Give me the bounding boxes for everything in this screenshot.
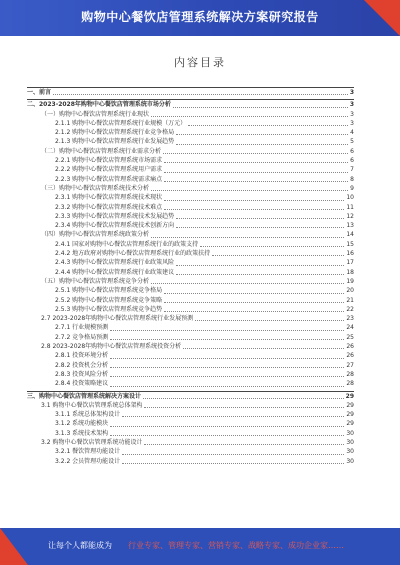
toc-entry[interactable] <box>27 410 354 419</box>
toc-entry[interactable] <box>27 221 354 230</box>
toc-entry-text: 2.3.4 购物中心餐饮店管理系统技术创新方向 <box>55 222 175 230</box>
toc-entry-page: 21 <box>346 296 354 304</box>
toc-leader-dots <box>176 264 344 266</box>
toc-leader-dots <box>176 217 344 219</box>
toc-entry-text: 2.2.1 购物中心餐饮店管理系统市场需求 <box>55 157 163 165</box>
toc-leader-dots <box>163 152 348 154</box>
toc-leader-dots <box>151 236 344 238</box>
toc-entry-page: 16 <box>346 250 354 258</box>
toc-entry[interactable] <box>27 351 354 360</box>
toc-entry[interactable] <box>27 119 354 128</box>
toc-entry[interactable] <box>27 286 354 295</box>
toc-entry[interactable] <box>27 429 354 438</box>
toc-leader-dots <box>110 375 344 377</box>
toc-entry-page: 12 <box>346 212 354 220</box>
toc-entry-page: 13 <box>346 222 354 230</box>
toc-entry[interactable] <box>27 361 354 370</box>
toc-entry[interactable] <box>27 230 354 239</box>
toc-leader-dots <box>164 161 348 163</box>
toc-entry[interactable] <box>27 137 354 146</box>
toc-leader-dots <box>122 453 344 455</box>
toc-entry-text: 3.1.1 系统总体架构设计 <box>55 411 121 419</box>
toc-leader-dots <box>122 462 344 464</box>
toc-entry-text: （二）购物中心餐饮店管理系统行业需求分析 <box>41 147 162 155</box>
toc-entry[interactable] <box>27 128 354 137</box>
toc-entry-page: 18 <box>346 268 354 276</box>
toc-entry-text: （一）购物中心餐饮店管理系统行业现状 <box>41 110 150 118</box>
toc-entry-text: 2.4.3 购物中心餐饮店管理系统行业政策风险 <box>55 259 175 267</box>
toc-leader-dots <box>164 301 344 303</box>
toc-entry-text: 2.3.2 购物中心餐饮店管理系统技术难点 <box>55 203 163 211</box>
toc-entry[interactable] <box>27 203 354 212</box>
toc-entry-page: 17 <box>346 259 354 267</box>
toc-leader-dots <box>151 282 344 284</box>
toc-entry-page: 8 <box>350 175 354 183</box>
toc-entry[interactable] <box>27 99 354 109</box>
toc-entry-text: 3.2 购物中心餐饮店管理系统功能设计 <box>41 438 143 446</box>
footer-tags: 行业专家、管理专家、营销专家、战略专家、成功企业家…… <box>128 541 344 550</box>
toc-entry-text: 2.8.3 投资风险分析 <box>55 370 109 378</box>
toc-leader-dots <box>176 226 344 228</box>
toc-entry-text: 3.1 购物中心餐饮店管理系统总体架构 <box>41 401 143 409</box>
toc-entry-page: 30 <box>346 429 354 437</box>
toc-entry[interactable] <box>27 305 354 314</box>
toc-entry[interactable] <box>27 87 354 97</box>
toc-entry-text: 2.1.1 购物中心餐饮店管理系统行业规模（万元） <box>55 119 187 127</box>
toc-leader-dots <box>110 434 344 436</box>
toc-entry[interactable] <box>27 277 354 286</box>
toc-entry-text: 2.7.2 竞争格局预测 <box>55 333 109 341</box>
toc-entry-text: 2.5.3 购物中心餐饮店管理系统竞争趋势 <box>55 305 163 313</box>
toc-entry-text: 3.2.1 餐饮管理功能设计 <box>55 448 121 456</box>
toc-entry-page: 4 <box>350 129 354 137</box>
toc-leader-dots <box>110 366 344 368</box>
toc-entry[interactable] <box>27 296 354 305</box>
toc-entry-page: 26 <box>346 352 354 360</box>
toc-entry[interactable] <box>27 401 354 410</box>
toc-entry[interactable] <box>27 268 354 277</box>
toc-entry[interactable] <box>27 240 354 249</box>
toc-leader-dots <box>200 245 344 247</box>
toc-entry-text: 2.5.1 购物中心餐饮店管理系统竞争格局 <box>55 287 163 295</box>
toc-entry-page: 3 <box>350 119 354 127</box>
toc-leader-dots <box>164 171 348 173</box>
toc-entry-text: 2.7.1 行业规模预测 <box>55 324 109 332</box>
toc-entry-text: 2.5.2 购物中心餐饮店管理系统竞争策略 <box>55 296 163 304</box>
toc-leader-dots <box>176 133 348 135</box>
toc-entry-text: 3.1.3 系统技术架构 <box>55 429 109 437</box>
toc-entry-text: 2.1.3 购物中心餐饮店管理系统行业发展趋势 <box>55 138 175 146</box>
toc-entry-page: 5 <box>350 138 354 146</box>
toc-entry-page: 30 <box>346 457 354 465</box>
toc-entry-text: 2.8.4 投资策略建议 <box>55 380 109 388</box>
toc-leader-dots <box>151 115 348 117</box>
page-footer <box>0 528 400 565</box>
toc-entry[interactable] <box>27 447 354 456</box>
toc-entry[interactable] <box>27 391 354 401</box>
toc-entry[interactable] <box>27 249 354 258</box>
toc-entry[interactable] <box>27 314 354 323</box>
toc-leader-dots <box>164 208 344 210</box>
toc-leader-dots <box>195 319 344 321</box>
toc-entry-page: 6 <box>350 157 354 165</box>
toc-entry-text: 2.8 2023-2028年购物中心餐饮店管理系统投资分析 <box>41 343 182 351</box>
toc-entry-page: 14 <box>346 231 354 239</box>
toc-entry-page: 3 <box>349 89 354 96</box>
toc-entry[interactable] <box>27 333 354 342</box>
toc-entry[interactable] <box>27 258 354 267</box>
toc-entry-text: 2.4.1 国家对购物中心餐饮店管理系统行业的政策支持 <box>55 240 199 248</box>
toc-entry[interactable] <box>27 184 354 193</box>
toc-entry-text: 2.8.2 投资机会分析 <box>55 361 109 369</box>
toc-entry-text: 三、购物中心餐饮店管理系统解决方案设计 <box>27 392 142 400</box>
toc-leader-dots <box>164 199 344 201</box>
toc-entry-page: 3 <box>350 110 354 118</box>
toc-leader-dots <box>110 425 344 427</box>
toc-entry-text: 2.3.1 购物中心餐饮店管理系统技术现状 <box>55 194 163 202</box>
toc-entry-text: 2.1.2 购物中心餐饮店管理系统行业竞争格局 <box>55 129 175 137</box>
toc-entry-page: 26 <box>346 343 354 351</box>
toc-leader-dots <box>188 124 348 126</box>
toc-leader-dots <box>144 443 344 445</box>
toc-entry-page: 10 <box>346 194 354 202</box>
toc-leader-dots <box>176 143 348 145</box>
toc-entry-page: 29 <box>345 392 354 400</box>
toc-entry-page: 3 <box>349 101 354 109</box>
toc-entry-page: 30 <box>346 448 354 456</box>
toc-entry[interactable] <box>27 110 354 119</box>
toc-leader-dots <box>122 415 344 417</box>
toc-entry-text: 2.2.2 购物中心餐饮店管理系统用户需求 <box>55 166 163 174</box>
toc-entry-text: 2.3.3 购物中心餐饮店管理系统技术发展趋势 <box>55 212 175 220</box>
toc-entry-page: 27 <box>346 361 354 369</box>
toc-entry-text: 2.4.2 地方政府对购物中心餐饮店管理系统行业的政策扶持 <box>55 250 211 258</box>
toc-entry[interactable] <box>27 457 354 466</box>
toc-entry[interactable] <box>27 165 354 174</box>
toc-entry[interactable] <box>27 419 354 428</box>
toc-leader-dots <box>164 180 348 182</box>
toc-title: 内容目录 <box>174 56 226 69</box>
toc-leader-dots <box>151 189 348 191</box>
toc-entry-text: （四）购物中心餐饮店管理系统政策分析 <box>41 231 150 239</box>
toc-leader-dots <box>212 254 344 256</box>
toc-entry[interactable] <box>27 212 354 221</box>
toc-leader-dots <box>110 338 344 340</box>
toc-entry-page: 9 <box>350 184 354 192</box>
toc-entry-page: 22 <box>346 305 354 313</box>
toc-entry-text: 2.2.3 购物中心餐饮店管理系统需求痛点 <box>55 175 163 183</box>
toc-entry[interactable] <box>27 147 354 156</box>
toc-entry-page: 11 <box>346 203 354 211</box>
toc-entry-page: 25 <box>346 333 354 341</box>
toc-entry-page: 15 <box>346 240 354 248</box>
toc-entry-text: （五）购物中心餐饮店管理系统竞争分析 <box>41 277 150 285</box>
toc-leader-dots <box>183 347 344 349</box>
footer-slogan: 让每个人都能成为 <box>48 541 112 550</box>
toc-entry[interactable] <box>27 323 354 332</box>
toc-leader-dots <box>164 292 344 294</box>
table-of-contents <box>27 85 354 515</box>
toc-leader-dots <box>110 385 344 387</box>
toc-entry-page: 29 <box>346 401 354 409</box>
toc-entry-page: 29 <box>346 420 354 428</box>
toc-entry-text: 2.8.1 投资环境分析 <box>55 352 109 360</box>
toc-entry-text: 二、2023-2028年购物中心餐饮店管理系统市场分析 <box>27 101 171 109</box>
footer-corner-accent <box>0 528 28 565</box>
toc-entry-page: 19 <box>346 277 354 285</box>
toc-entry-page: 29 <box>346 411 354 419</box>
toc-leader-dots <box>110 357 344 359</box>
toc-entry-page: 24 <box>346 324 354 332</box>
toc-leader-dots <box>144 406 344 408</box>
toc-leader-dots <box>143 397 344 399</box>
toc-entry-page: 28 <box>346 370 354 378</box>
toc-entry[interactable] <box>27 193 354 202</box>
toc-entry-page: 6 <box>350 147 354 155</box>
toc-entry-text: 2.7 2023-2028年购物中心餐饮店管理系统行业发展预测 <box>41 315 194 323</box>
toc-entry-text: 3.1.2 系统功能模块 <box>55 420 109 428</box>
toc-leader-dots <box>173 106 348 108</box>
toc-entry[interactable] <box>27 175 354 184</box>
toc-entry-text: （三）购物中心餐饮店管理系统技术分析 <box>41 184 150 192</box>
page-header <box>0 0 400 36</box>
toc-entry[interactable] <box>27 156 354 165</box>
toc-entry-page: 7 <box>350 166 354 174</box>
toc-entry-text: 3.2.2 会员管理功能设计 <box>55 457 121 465</box>
toc-entry-page: 28 <box>346 380 354 388</box>
toc-entry[interactable] <box>27 438 354 447</box>
toc-entry-text: 一、前言 <box>27 89 52 96</box>
toc-leader-dots <box>164 310 344 312</box>
toc-leader-dots <box>176 273 344 275</box>
toc-leader-dots <box>110 329 344 331</box>
toc-entry-page: 23 <box>346 315 354 323</box>
toc-entry[interactable] <box>27 342 354 351</box>
toc-entry-text: 2.4.4 购物中心餐饮店管理系统行业政策建议 <box>55 268 175 276</box>
toc-leader-dots <box>53 93 348 95</box>
toc-entry[interactable] <box>27 379 354 388</box>
toc-entry-page: 20 <box>346 287 354 295</box>
report-title: 购物中心餐饮店管理系统解决方案研究报告 <box>81 10 319 24</box>
toc-entry-page: 30 <box>346 438 354 446</box>
toc-entry[interactable] <box>27 370 354 379</box>
